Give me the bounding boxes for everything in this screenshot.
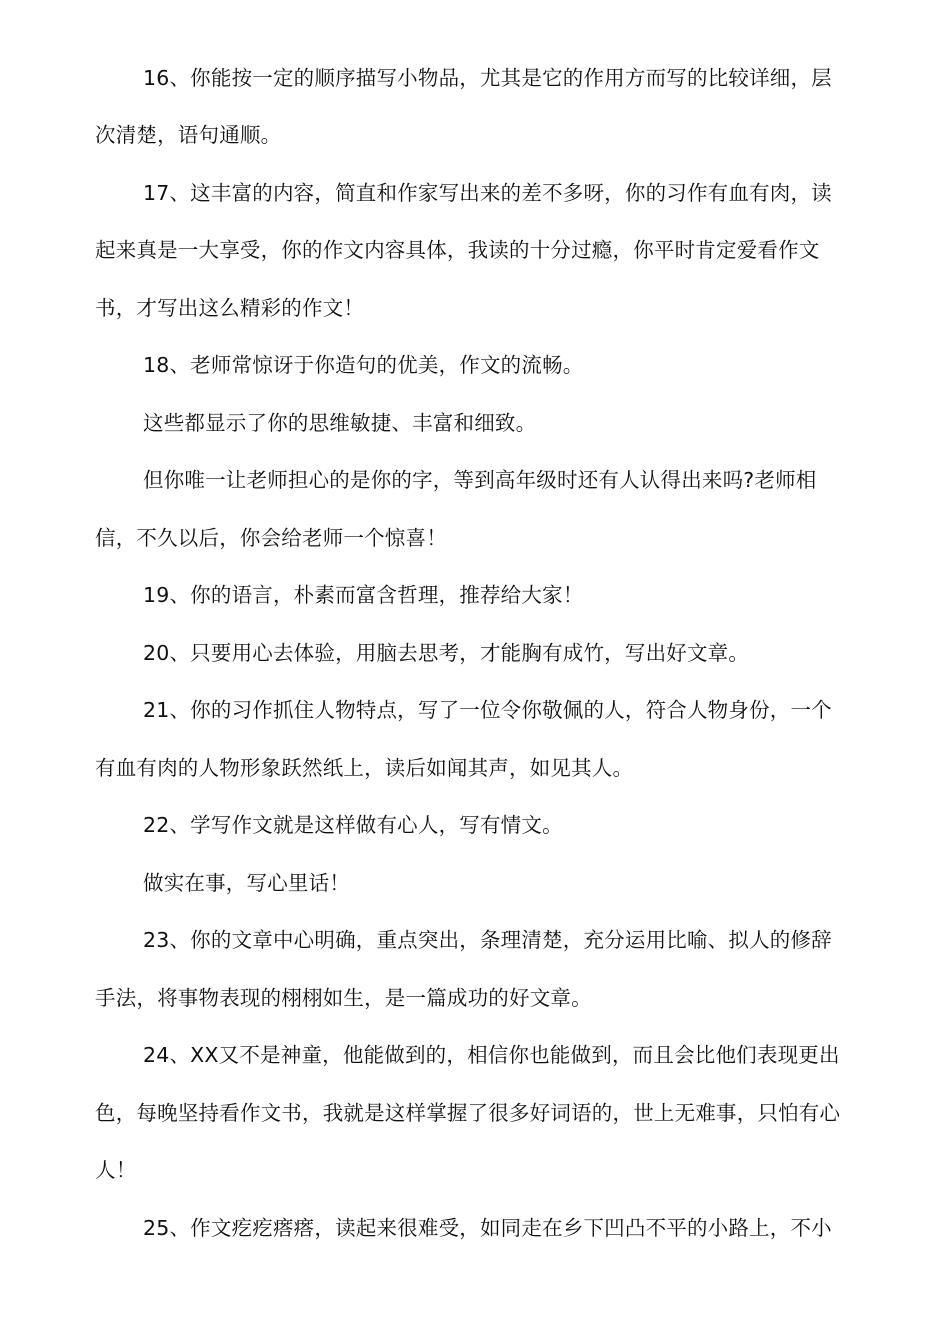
text-line-item-18: 18、老师常惊讶于你造句的优美，作文的流畅。 [143, 353, 584, 377]
text-line-item-24-start: 24、XX又不是神童，他能做到的，相信你也能做到，而且会比他们表现更出 [143, 1043, 840, 1067]
text-line-item-25-start: 25、作文疙疙瘩瘩，读起来很难受，如同走在乡下凹凸不平的小路上，不小 [143, 1216, 832, 1240]
text-line-item-18-cont: 这些都显示了你的思维敏捷、丰富和细致。 [143, 411, 537, 435]
text-line-item-24-mid: 色，每晚坚持看作文书，我就是这样掌握了很多好词语的，世上无难事，只怕有心 [95, 1101, 841, 1125]
text-line-item-17-start: 17、这丰富的内容，简直和作家写出来的差不多呀，你的习作有血有肉，读 [143, 181, 832, 205]
text-line-item-16-end: 次清楚，语句通顺。 [95, 123, 282, 147]
text-line-item-22-cont: 做实在事，写心里话！ [143, 871, 350, 895]
text-line-item-20: 20、只要用心去体验，用脑去思考，才能胸有成竹，写出好文章。 [143, 641, 750, 665]
text-line-item-22: 22、学写作文就是这样做有心人，写有情文。 [143, 813, 563, 837]
text-line-item-16-start: 16、你能按一定的顺序描写小物品，尤其是它的作用方而写的比较详细，层 [143, 66, 832, 90]
text-line-item-18-para-end: 信，不久以后，你会给老师一个惊喜！ [95, 526, 447, 550]
text-line-item-23-end: 手法，将事物表现的栩栩如生，是一篇成功的好文章。 [95, 986, 592, 1010]
text-line-item-19: 19、你的语言，朴素而富含哲理，推荐给大家！ [143, 583, 584, 607]
text-line-item-17-end: 书，才写出这么精彩的作文！ [95, 296, 365, 320]
text-line-item-21-end: 有血有肉的人物形象跃然纸上，读后如闻其声，如见其人。 [95, 756, 634, 780]
text-line-item-21-start: 21、你的习作抓住人物特点，写了一位令你敬佩的人，符合人物身份，一个 [143, 698, 832, 722]
text-line-item-18-para-start: 但你唯一让老师担心的是你的字，等到高年级时还有人认得出来吗?老师相 [143, 468, 817, 492]
text-line-item-17-mid: 起来真是一大享受，你的作文内容具体，我读的十分过瘾，你平时肯定爱看作文 [95, 238, 820, 262]
text-line-item-23-start: 23、你的文章中心明确，重点突出，条理清楚，充分运用比喻、拟人的修辞 [143, 928, 832, 952]
text-line-item-24-end: 人！ [95, 1158, 137, 1182]
